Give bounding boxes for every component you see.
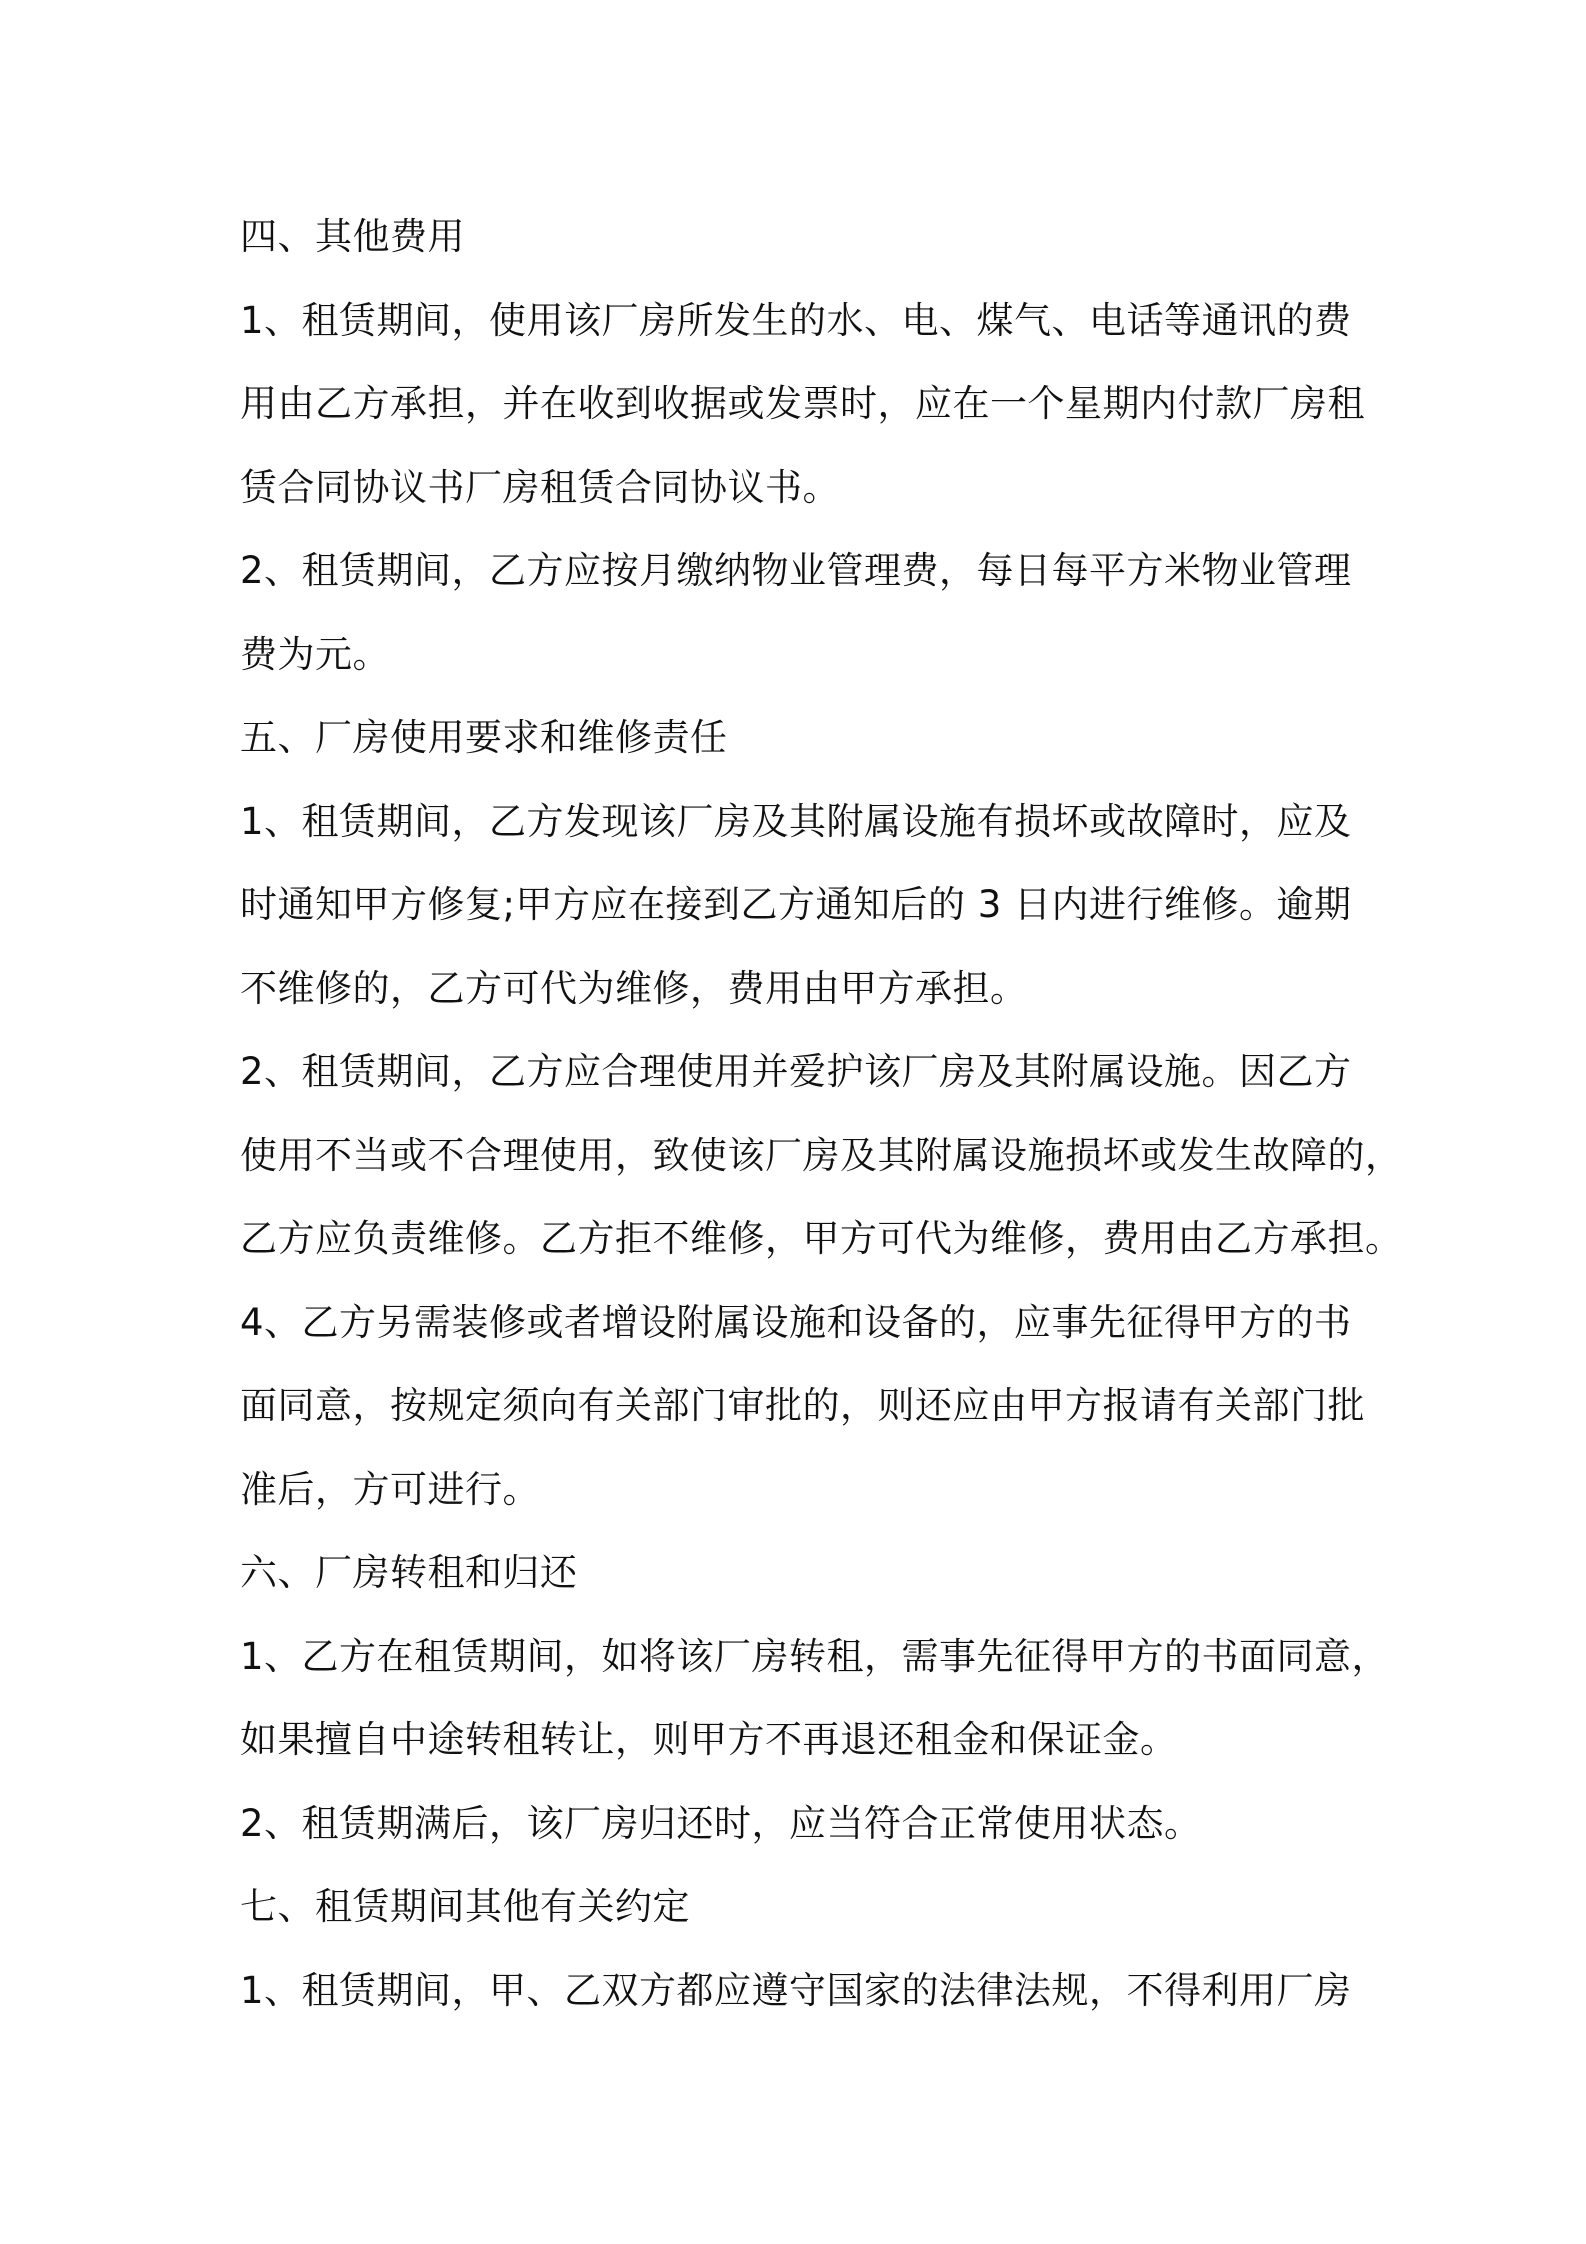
document-page [240, 195, 1403, 2032]
text-line: 使用不当或不合理使用，致使该厂房及其附属设施损坏或发生故障的， [240, 1133, 1403, 1177]
text-line: 2、租赁期间，乙方应按月缴纳物业管理费，每日每平方米物业管理 [240, 549, 1352, 592]
text-line: 面同意，按规定须向有关部门审批的，则还应由甲方报请有关部门批 [240, 1384, 1365, 1427]
text-line: 用由乙方承担，并在收到收据或发票时，应在一个星期内付款厂房租 [240, 382, 1365, 425]
text-line: 准后，方可进行。 [240, 1467, 540, 1511]
text-line: 1、乙方在租赁期间，如将该厂房转租，需事先征得甲方的书面同意， [240, 1634, 1390, 1678]
text-line: 乙方应负责维修。乙方拒不维修，甲方可代为维修，费用由乙方承担。 [240, 1217, 1403, 1260]
text-line: 4、乙方另需装修或者增设附属设施和设备的，应事先征得甲方的书 [240, 1300, 1352, 1344]
text-line: 1、租赁期间，乙方发现该厂房及其附属设施有损坏或故障时，应及 [240, 799, 1352, 843]
text-line: 不维修的，乙方可代为维修，费用由甲方承担。 [240, 966, 1028, 1010]
text-line: 如果擅自中途转租转让，则甲方不再退还租金和保证金。 [240, 1718, 1178, 1761]
text-line: 时通知甲方修复;甲方应在接到乙方通知后的 3 日内进行维修。逾期 [240, 883, 1352, 926]
text-line: 赁合同协议书厂房租赁合同协议书。 [240, 465, 840, 509]
text-line: 1、租赁期间，甲、乙双方都应遵守国家的法律法规，不得利用厂房 [240, 1968, 1352, 2012]
section-heading-other-fees: 四、其他费用 [240, 215, 465, 258]
section-heading-sublease-return: 六、厂房转租和归还 [240, 1551, 578, 1594]
text-line: 2、租赁期满后，该厂房归还时，应当符合正常使用状态。 [240, 1801, 1202, 1845]
text-line: 1、租赁期间，使用该厂房所发生的水、电、煤气、电话等通讯的费 [240, 298, 1352, 342]
text-line: 费为元。 [240, 632, 390, 676]
section-heading-usage-maintenance: 五、厂房使用要求和维修责任 [240, 716, 728, 759]
text-line: 2、租赁期间，乙方应合理使用并爱护该厂房及其附属设施。因乙方 [240, 1050, 1352, 1093]
section-heading-other-agreements: 七、租赁期间其他有关约定 [240, 1885, 690, 1928]
